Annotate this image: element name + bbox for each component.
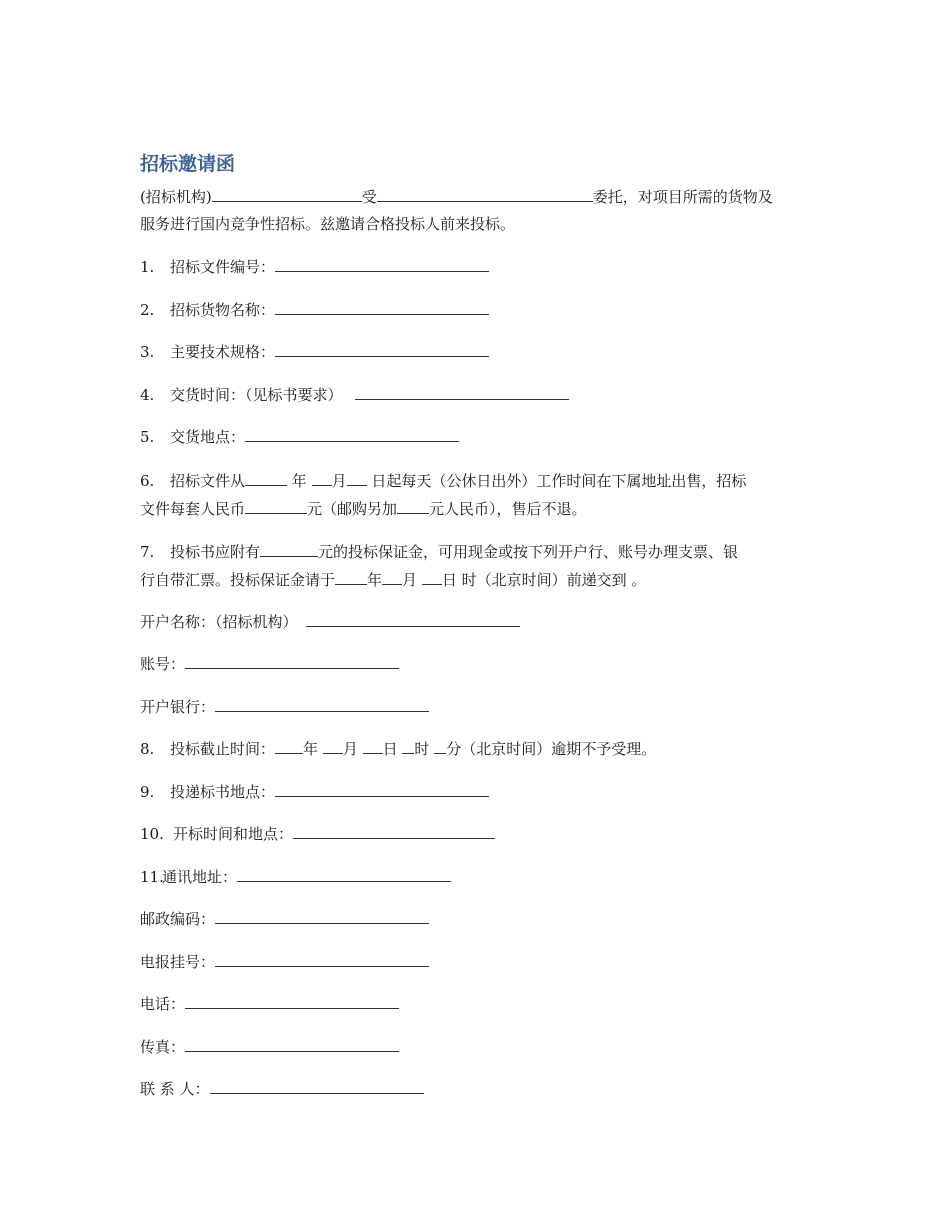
- item-8: [140, 736, 815, 763]
- blank-field[interactable]: [402, 738, 414, 754]
- item-text: 年: [291, 471, 307, 490]
- item-text: 日: [382, 740, 398, 758]
- item-6: [140, 467, 815, 523]
- blank-field[interactable]: [237, 866, 451, 882]
- item-number: 6.: [140, 471, 155, 490]
- item-text: 时: [414, 740, 430, 758]
- item-text: 日 时（北京时间）前递交到 。: [441, 570, 647, 589]
- item-label: 交货时间：（见标书要求）: [170, 385, 343, 404]
- item-label: 招标货物名称：: [170, 300, 276, 319]
- fax-row: [140, 1034, 815, 1061]
- item-text: 行自带汇票。投标保证金请于: [140, 570, 336, 589]
- intro-text: (招标机构): [140, 188, 212, 206]
- blank-field[interactable]: [422, 569, 442, 585]
- blank-field[interactable]: [323, 738, 343, 754]
- blank-field[interactable]: [185, 653, 399, 669]
- blank-field[interactable]: [215, 696, 429, 712]
- phone-row: [140, 991, 815, 1018]
- item-3: [140, 339, 815, 366]
- item-number: 5.: [140, 428, 155, 446]
- item-7: [140, 538, 815, 594]
- item-label: 投递标书地点：: [170, 782, 276, 801]
- blank-field[interactable]: [275, 738, 303, 754]
- blank-field[interactable]: [382, 569, 402, 585]
- blank-field[interactable]: [363, 738, 383, 754]
- blank-field[interactable]: [397, 498, 429, 514]
- item-number: 1.: [140, 258, 155, 276]
- item-label: 邮政编码：: [140, 910, 216, 928]
- item-label: 传真：: [140, 1037, 186, 1056]
- blank-field[interactable]: [347, 470, 367, 486]
- item-text: 投标书应附有: [170, 542, 261, 561]
- item-text: 元的投标保证金，可用现金或按下列开户行、账号办理支票、银: [318, 542, 739, 561]
- item-label: 通讯地址：: [162, 867, 238, 886]
- intro-line-2: 服务进行国内竞争性招标。兹邀请合格投标人前来投标。: [140, 215, 516, 233]
- item-label: 电报挂号：: [140, 952, 216, 971]
- intro-line-1: [140, 184, 815, 211]
- blank-field[interactable]: [245, 426, 459, 442]
- item-10: [140, 821, 815, 848]
- item-4: [140, 382, 815, 409]
- blank-field[interactable]: [215, 951, 429, 967]
- item-label: 开户银行：: [140, 697, 216, 716]
- item-9: [140, 779, 815, 806]
- intro-text: 受: [361, 188, 377, 206]
- blank-field[interactable]: [210, 1078, 424, 1094]
- postcode-row: [140, 906, 815, 933]
- item-label: 电话：: [140, 995, 186, 1013]
- item-number: 11.: [140, 867, 164, 886]
- blank-field[interactable]: [275, 299, 489, 315]
- blank-field[interactable]: [185, 1036, 399, 1052]
- blank-field[interactable]: [377, 186, 593, 202]
- item-1: [140, 254, 815, 281]
- account-name-row: [140, 609, 815, 636]
- item-text: 年: [303, 740, 319, 758]
- item-text: 文件每套人民币: [140, 499, 246, 518]
- item-label: 账号：: [140, 655, 186, 673]
- bank-row: [140, 694, 815, 721]
- item-5: [140, 424, 815, 451]
- item-number: 8.: [140, 740, 155, 758]
- document-body: [140, 150, 815, 1119]
- item-label: 开户名称：（招标机构）: [140, 612, 298, 631]
- blank-field[interactable]: [275, 781, 489, 797]
- blank-field[interactable]: [215, 908, 429, 924]
- item-number: 10.: [140, 825, 164, 843]
- telegraph-row: [140, 949, 815, 976]
- item-number: 7.: [140, 542, 155, 561]
- blank-field[interactable]: [434, 738, 446, 754]
- item-text: 招标文件从: [170, 471, 246, 490]
- item-text: 元人民币），售后不退。: [429, 499, 587, 518]
- item-text: 月: [342, 740, 358, 758]
- item-text: 分（北京时间）逾期不予受理。: [446, 740, 657, 758]
- blank-field[interactable]: [306, 611, 520, 627]
- item-label: 交货地点：: [170, 428, 246, 446]
- item-text: 月: [402, 570, 418, 589]
- blank-field[interactable]: [212, 186, 362, 202]
- blank-field[interactable]: [275, 256, 489, 272]
- blank-field[interactable]: [293, 823, 495, 839]
- item-text: 年: [367, 570, 383, 589]
- item-text: 投标截止时间：: [170, 740, 276, 758]
- item-11: [140, 864, 815, 891]
- item-number: 2.: [140, 300, 155, 319]
- item-number: 3.: [140, 343, 155, 361]
- blank-field[interactable]: [275, 341, 489, 357]
- item-text: 日起每天（公休日出外）工作时间在下属地址出售，招标: [371, 471, 747, 490]
- page-title: 招标邀请函: [140, 153, 236, 175]
- blank-field[interactable]: [185, 993, 399, 1009]
- contact-row: [140, 1076, 815, 1103]
- blank-field[interactable]: [312, 470, 332, 486]
- blank-field[interactable]: [260, 541, 318, 557]
- item-text: 月: [331, 471, 347, 490]
- item-label: 招标文件编号：: [170, 258, 276, 276]
- blank-field[interactable]: [245, 470, 287, 486]
- blank-field[interactable]: [335, 569, 367, 585]
- item-label: 主要技术规格：: [170, 343, 276, 361]
- item-number: 9.: [140, 782, 155, 801]
- item-label: 开标时间和地点：: [173, 825, 294, 843]
- item-number: 4.: [140, 385, 155, 404]
- item-label: 联 系 人：: [140, 1080, 210, 1098]
- blank-field[interactable]: [245, 498, 307, 514]
- blank-field[interactable]: [355, 384, 569, 400]
- item-2: [140, 297, 815, 324]
- account-number-row: [140, 651, 815, 678]
- intro-text: 委托，对项目所需的货物及: [592, 188, 773, 206]
- item-text: 元（邮购另加: [307, 499, 398, 518]
